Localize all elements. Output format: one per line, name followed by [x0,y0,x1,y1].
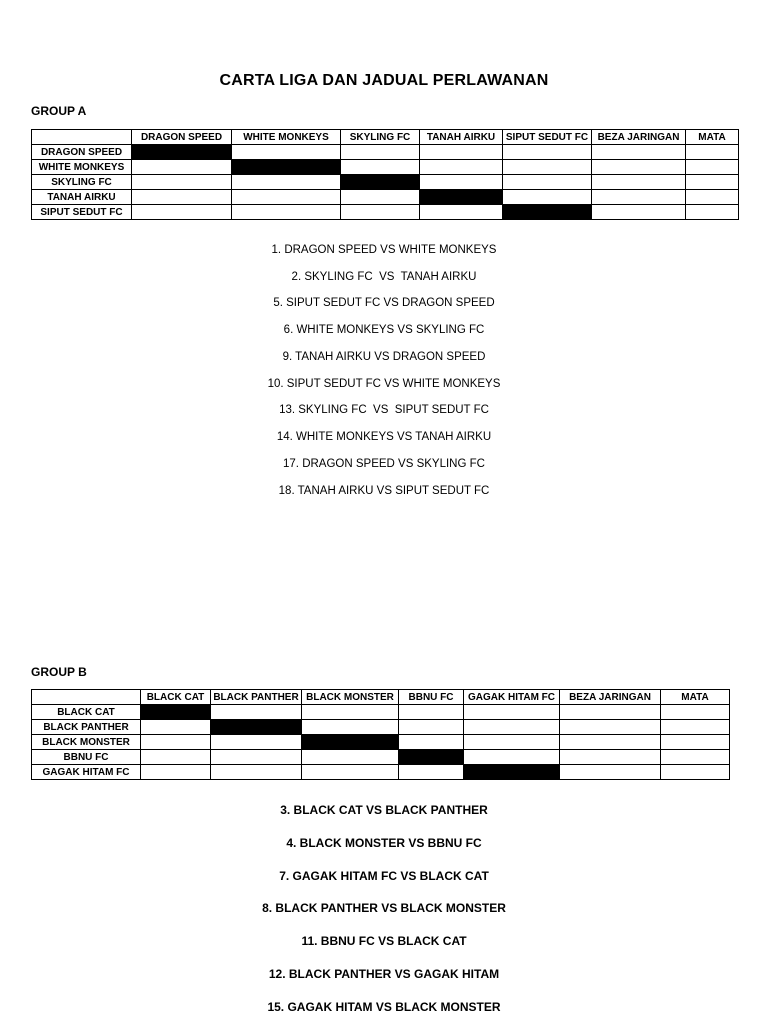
result-cell [399,765,464,780]
header-row [32,130,739,145]
goal-difference-cell [592,175,686,190]
self-match-cell [132,145,232,160]
result-cell [399,705,464,720]
points-cell [686,175,739,190]
group-b-table [31,689,730,780]
column-header: BLACK PANTHER [211,690,302,705]
goal-difference-cell [592,160,686,175]
row-header: BLACK MONSTER [32,735,141,750]
self-match-cell [232,160,341,175]
fixture-item: 13. SKYLING FC VS SIPUT SEDUT FC [279,404,489,416]
result-cell [341,160,420,175]
table-row [32,175,739,190]
result-cell [232,175,341,190]
points-cell [686,145,739,160]
result-cell [464,735,560,750]
corner-cell [32,130,132,145]
table-row [32,190,739,205]
result-cell [464,720,560,735]
self-match-cell [302,735,399,750]
points-cell [661,735,730,750]
self-match-cell [503,205,592,220]
column-header: BEZA JARINGAN [560,690,661,705]
result-cell [132,205,232,220]
result-cell [420,205,503,220]
fixture-item: 7. GAGAK HITAM FC VS BLACK CAT [279,869,489,883]
fixture-item: 5. SIPUT SEDUT FC VS DRAGON SPEED [273,297,495,309]
column-header: MATA [686,130,739,145]
fixture-item: 10. SIPUT SEDUT FC VS WHITE MONKEYS [267,378,501,390]
row-header: BBNU FC [32,750,141,765]
result-cell [420,175,503,190]
result-cell [141,750,211,765]
table-row [32,735,730,750]
row-header: DRAGON SPEED [32,145,132,160]
goal-difference-cell [560,705,661,720]
points-cell [661,720,730,735]
group-a-label: GROUP A [31,104,87,118]
result-cell [302,720,399,735]
column-header: GAGAK HITAM FC [464,690,560,705]
points-cell [686,190,739,205]
table-row [32,720,730,735]
result-cell [141,765,211,780]
goal-difference-cell [560,750,661,765]
group-a-table [31,129,739,220]
fixture-item: 3. BLACK CAT VS BLACK PANTHER [280,803,488,817]
result-cell [232,205,341,220]
result-cell [232,145,341,160]
goal-difference-cell [592,205,686,220]
result-cell [503,160,592,175]
column-header: DRAGON SPEED [132,130,232,145]
fixture-item: 17. DRAGON SPEED VS SKYLING FC [283,458,485,470]
fixture-item: 14. WHITE MONKEYS VS TANAH AIRKU [276,431,492,443]
fixture-item: 11. BBNU FC VS BLACK CAT [301,934,467,948]
result-cell [302,750,399,765]
table-row [32,205,739,220]
table-row [32,750,730,765]
result-cell [464,750,560,765]
result-cell [211,765,302,780]
row-header: TANAH AIRKU [32,190,132,205]
result-cell [503,145,592,160]
result-cell [503,175,592,190]
goal-difference-cell [560,735,661,750]
result-cell [232,190,341,205]
result-cell [341,205,420,220]
row-header: BLACK CAT [32,705,141,720]
result-cell [141,735,211,750]
result-cell [341,145,420,160]
row-header: SIPUT SEDUT FC [32,205,132,220]
column-header: BBNU FC [399,690,464,705]
fixture-item: 1. DRAGON SPEED VS WHITE MONKEYS [271,244,497,256]
column-header: BLACK CAT [141,690,211,705]
result-cell [302,705,399,720]
result-cell [132,160,232,175]
fixture-item: 8. BLACK PANTHER VS BLACK MONSTER [262,901,506,915]
goal-difference-cell [560,720,661,735]
row-header: BLACK PANTHER [32,720,141,735]
row-header: WHITE MONKEYS [32,160,132,175]
self-match-cell [141,705,211,720]
result-cell [132,190,232,205]
goal-difference-cell [560,765,661,780]
points-cell [661,750,730,765]
result-cell [302,765,399,780]
points-cell [661,765,730,780]
table-row [32,145,739,160]
fixture-item: 15. GAGAK HITAM VS BLACK MONSTER [267,1000,501,1014]
goal-difference-cell [592,190,686,205]
points-cell [661,705,730,720]
fixture-item: 9. TANAH AIRKU VS DRAGON SPEED [282,351,486,363]
self-match-cell [399,750,464,765]
self-match-cell [211,720,302,735]
fixture-item: 12. BLACK PANTHER VS GAGAK HITAM [268,967,500,981]
self-match-cell [464,765,560,780]
row-header: GAGAK HITAM FC [32,765,141,780]
fixture-item: 6. WHITE MONKEYS VS SKYLING FC [283,324,485,336]
result-cell [503,190,592,205]
column-header: BEZA JARINGAN [592,130,686,145]
result-cell [132,175,232,190]
self-match-cell [341,175,420,190]
column-header: SIPUT SEDUT FC [503,130,592,145]
result-cell [464,705,560,720]
table-row [32,160,739,175]
self-match-cell [420,190,503,205]
result-cell [211,750,302,765]
points-cell [686,205,739,220]
table-row [32,765,730,780]
group-b-label: GROUP B [31,665,87,679]
fixture-item: 4. BLACK MONSTER VS BBNU FC [286,836,482,850]
result-cell [399,720,464,735]
result-cell [341,190,420,205]
page-title: CARTA LIGA DAN JADUAL PERLAWANAN [219,72,549,89]
column-header: SKYLING FC [341,130,420,145]
result-cell [420,145,503,160]
result-cell [141,720,211,735]
column-header: BLACK MONSTER [302,690,399,705]
fixture-item: 2. SKYLING FC VS TANAH AIRKU [291,271,477,283]
header-row [32,690,730,705]
goal-difference-cell [592,145,686,160]
column-header: MATA [661,690,730,705]
column-header: TANAH AIRKU [420,130,503,145]
fixture-item: 18. TANAH AIRKU VS SIPUT SEDUT FC [278,485,490,497]
result-cell [211,735,302,750]
points-cell [686,160,739,175]
result-cell [399,735,464,750]
result-cell [211,705,302,720]
row-header: SKYLING FC [32,175,132,190]
corner-cell [32,690,141,705]
table-row [32,705,730,720]
result-cell [420,160,503,175]
column-header: WHITE MONKEYS [232,130,341,145]
